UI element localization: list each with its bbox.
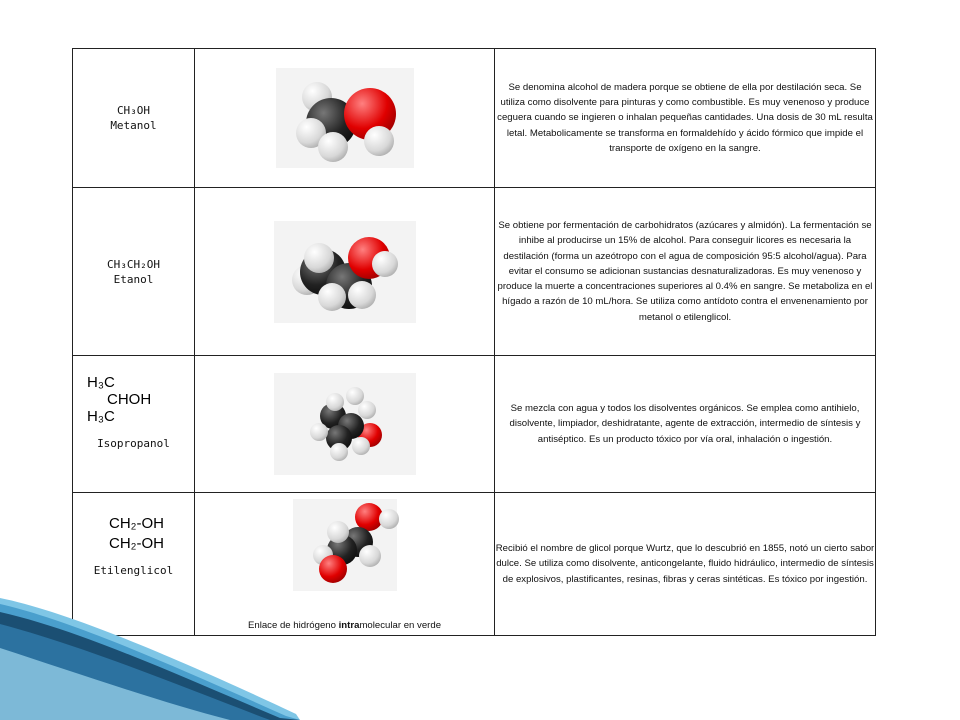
compound-name: Isopropanol [97,437,170,450]
hydrogen-atom [358,401,376,419]
methanol-molecule-model [276,68,414,168]
hydrogen-atom [359,545,381,567]
hydrogen-atom [318,132,348,162]
hydrogen-atom [364,126,394,156]
hydrogen-atom [318,283,346,311]
formula-label: CH₃OH [116,104,151,117]
ethylene-glycol-structural-formula [109,515,194,553]
molecule-image-cell [195,356,495,493]
compound-name: Etilenglicol [93,564,174,577]
structure-line: H₃C [87,374,115,391]
name-cell [73,188,195,356]
description-cell: Se denomina alcohol de madera porque se obtiene de ella por destilación seca. Se utiliza como disolvente para pinturas y como combustible. Es muy venenoso y produce ceguera cuando se ingieren o inhalan pequeñas cantidades. Una dosis de 30 mL resulta letal. Metabolicamente se transforma en formaldehído y ácido fórmico que impide el transporte de oxígeno en la sangre. [495,49,876,188]
name-cell [73,356,195,493]
hydrogen-atom [310,423,328,441]
hydrogen-atom [379,509,399,529]
isopropanol-structural-formula [87,374,194,426]
table-row-ethanol [73,188,876,356]
hydrogen-atom [372,251,398,277]
caption-bold-text: intra [338,620,360,631]
hydrogen-atom [304,243,334,273]
table-row-isopropanol [73,356,876,493]
name-cell [73,49,195,188]
alcohols-table [72,48,876,636]
structure-line: H₃C [87,408,115,425]
hydrogen-atom [352,437,370,455]
molecule-image-cell [195,49,495,188]
description-cell: Se obtiene por fermentación de carbohidratos (azúcares y almidón). La fermentación se inhibe al producirse un 15% de alcohol. Para conseguir licores es necesaria la destilación (forma un azeótropo con el agua de composición 95:5 alcohol/agua). Para evitar el consumo se adicionan sustancias desnaturalizadoras. Es muy venenoso y produce la muerte a concentraciones superiores al 0.4% en sangre. Se metaboliza en el hígado a razón de 10 mL/hora. Se utiliza como antídoto contra el envenenamiento por metanol o etilenglicol. [495,188,876,356]
hydrogen-atom [330,443,348,461]
structure-line: CH₂-OH [109,515,164,532]
structure-line: CHOH [107,391,152,408]
isopropanol-molecule-model [274,373,416,475]
formula-label: CH₃CH₂OH [107,257,160,271]
decorative-wave-graphic [0,590,300,720]
ethylene-glycol-molecule-model [293,499,397,591]
description-cell: Recibió el nombre de glicol porque Wurtz, que lo descubrió en 1855, notó un cierto sabor dulce. Se utiliza como disolvente, anticongelante, fluido hidráulico, intermedio de síntesis de explosivos, plastificantes, resinas, fibras y ceras sintéticas. Es tóxico por ingestión. [495,493,876,636]
hydrogen-atom [326,393,344,411]
hydrogen-atom [348,281,376,309]
oxygen-atom [319,555,347,583]
description-cell: Se mezcla con agua y todos los disolventes orgánicos. Se emplea como antihielo, disolvente, limpiador, deshidratante, agente de extracción, intermedio de síntesis y antiséptico. Es un producto tóxico por vía oral, inhalación o ingestión. [495,356,876,493]
molecule-image-cell [195,188,495,356]
compound-name: Etanol [113,272,154,286]
table-row-methanol [73,49,876,188]
compound-name: Metanol [110,119,157,132]
structure-line: CH₂-OH [109,535,164,552]
caption-text: molecular en verde [359,620,442,631]
hydrogen-atom [327,521,349,543]
caption-text: Enlace de hidrógeno [247,620,339,631]
ethanol-molecule-model [274,221,416,323]
